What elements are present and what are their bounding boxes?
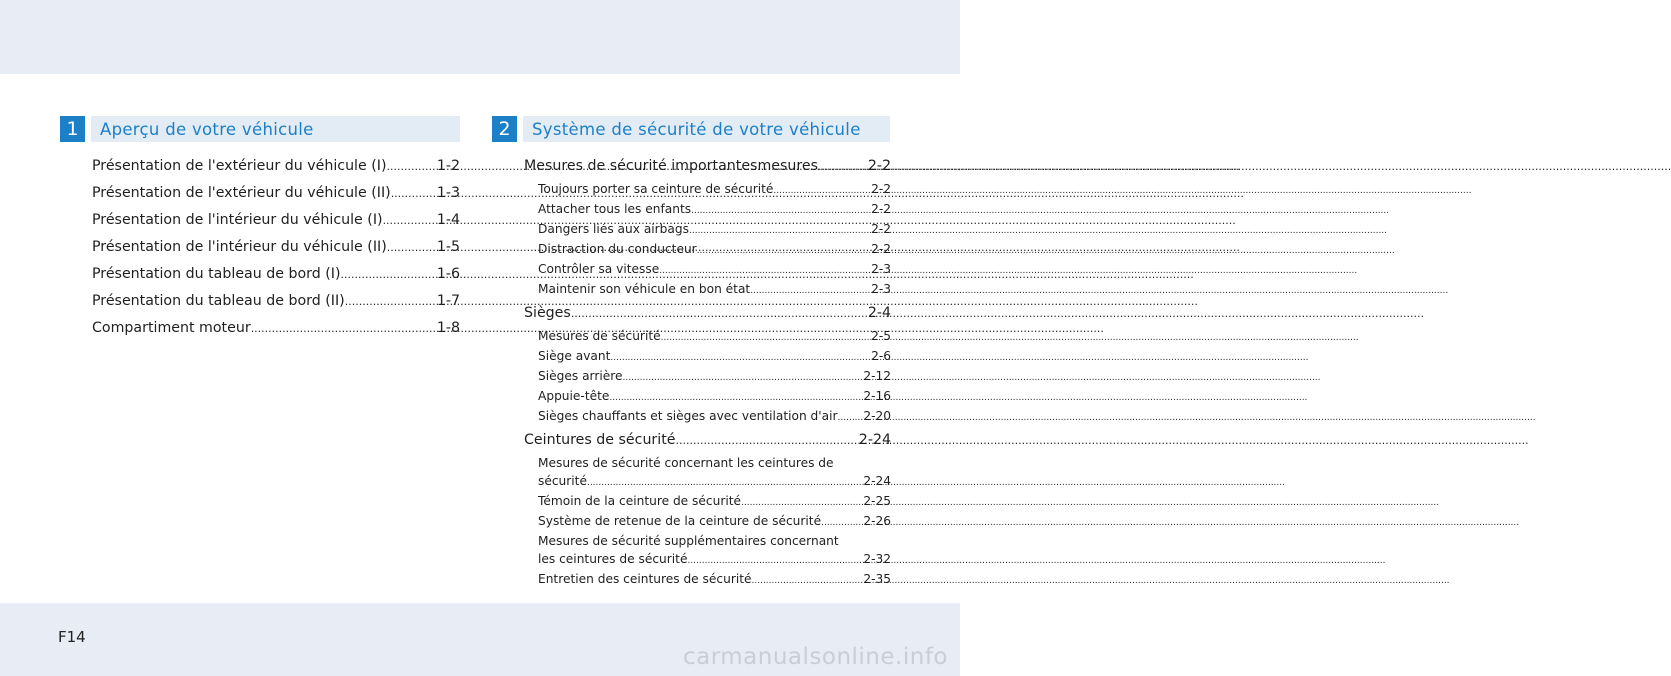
toc-entry[interactable]: Siège avant ..... 2-6	[524, 347, 891, 367]
toc-group-heading[interactable]: Ceintures de sécurité ..... 2-24	[524, 427, 891, 454]
toc-entry[interactable]: Présentation du tableau de bord (II) ..... 1-7	[92, 288, 460, 315]
toc-entry[interactable]: Entretien des ceintures de sécurité ..... 2-35	[524, 570, 891, 590]
toc-entry[interactable]: Présentation du tableau de bord (I) ..... 1-6	[92, 261, 460, 288]
toc-entry[interactable]: Toujours porter sa ceinture de sécurité ..... 2-2	[524, 180, 891, 200]
section-number: 2	[492, 116, 517, 142]
section-number: 1	[60, 116, 85, 142]
toc-entry-line1[interactable]: Mesures de sécurité concernant les ceintures de	[538, 456, 834, 470]
toc-entry[interactable]: Présentation de l'intérieur du véhicule (I) ..... 1-4	[92, 207, 460, 234]
section-header-1	[60, 116, 460, 142]
toc-entry[interactable]: Appuie-tête ..... 2-16	[524, 387, 891, 407]
toc-entry[interactable]: Maintenir son véhicule en bon état ..... 2-3	[524, 280, 891, 300]
toc-entry[interactable]: Présentation de l'extérieur du véhicule (II) ..... 1-3	[92, 180, 460, 207]
toc-group-heading[interactable]: Sièges ..... 2-4	[524, 300, 891, 327]
section-title: Système de sécurité de votre véhicule	[523, 116, 890, 142]
toc-entry[interactable]: Présentation de l'extérieur du véhicule (I) ..... 1-2	[92, 153, 460, 180]
page-number: F14	[58, 628, 86, 646]
watermark: carmanualsonline.info	[682, 644, 948, 670]
toc-entry[interactable]: les ceintures de sécurité ..... 2-32	[524, 550, 891, 570]
toc-entry[interactable]: Mesures de sécurité ..... 2-5	[524, 327, 891, 347]
toc-section-1	[92, 153, 460, 342]
toc-entry[interactable]: Système de retenue de la ceinture de sécurité ..... 2-26	[524, 512, 891, 532]
toc-entry[interactable]: Sièges chauffants et sièges avec ventilation d'air ..... 2-20	[524, 407, 891, 427]
header-band	[0, 0, 960, 74]
toc-entry[interactable]: Compartiment moteur ..... 1-8	[92, 315, 460, 342]
toc-entry[interactable]: Présentation de l'intérieur du véhicule (II) ..... 1-5	[92, 234, 460, 261]
toc-entry[interactable]: Distraction du conducteur ..... 2-2	[524, 240, 891, 260]
toc-entry[interactable]: Contrôler sa vitesse ..... 2-3	[524, 260, 891, 280]
toc-entry-line1[interactable]: Mesures de sécurité supplémentaires concernant	[538, 534, 839, 548]
toc-entry[interactable]: Sièges arrière ..... 2-12	[524, 367, 891, 387]
toc-group-heading[interactable]: Mesures de sécurité importantesmesures ..... 2-2	[524, 153, 891, 180]
toc-entry[interactable]: Dangers liés aux airbags ..... 2-2	[524, 220, 891, 240]
toc-entry[interactable]: Attacher tous les enfants ..... 2-2	[524, 200, 891, 220]
toc-entry[interactable]: Témoin de la ceinture de sécurité ..... 2-25	[524, 492, 891, 512]
toc-section-2	[524, 153, 891, 590]
section-title: Aperçu de votre véhicule	[91, 116, 460, 142]
toc-entry[interactable]: sécurité ..... 2-24	[524, 472, 891, 492]
section-header-2	[492, 116, 890, 142]
